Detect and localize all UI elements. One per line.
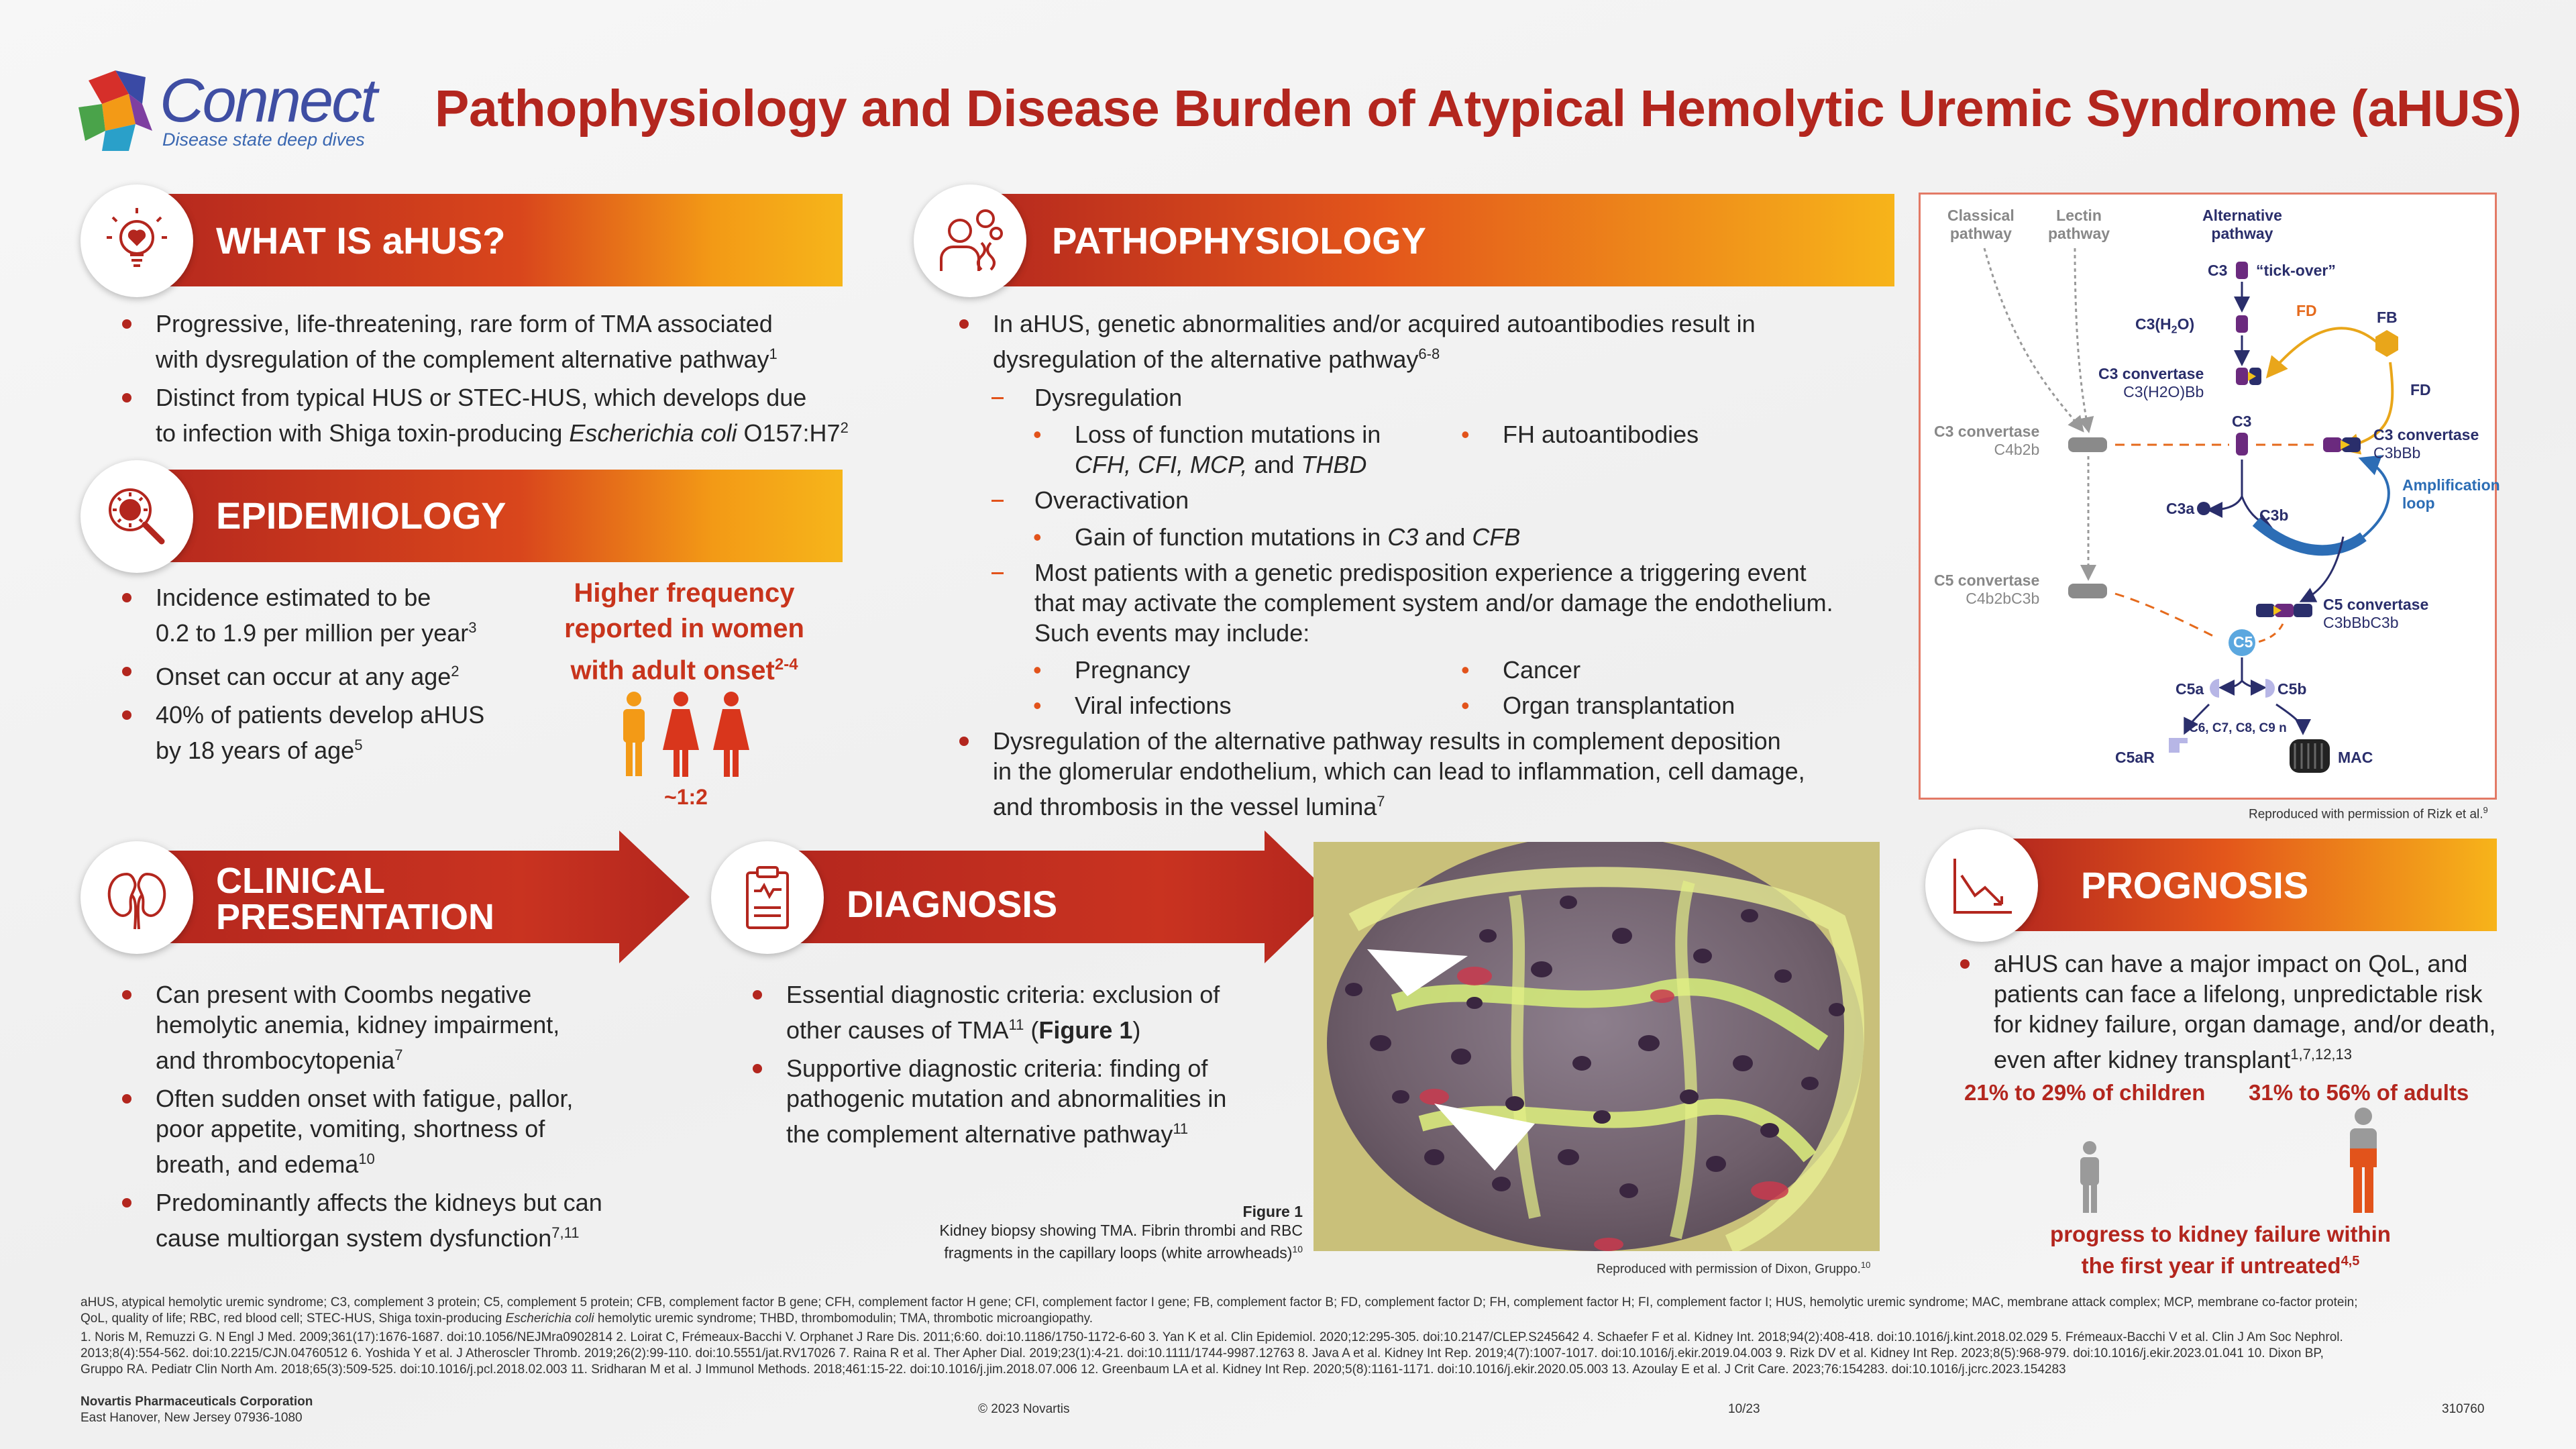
patho-bullets — [951, 309, 1904, 830]
c3-center-mark — [2236, 433, 2248, 455]
prognosis-heading: PROGNOSIS — [2081, 864, 2309, 906]
epi-people — [614, 691, 775, 778]
what-icon-circle — [80, 184, 193, 297]
clinical-bullet-2: Often sudden onset with fatigue, pallor, poor appetite, vomiting, shortness of breath, and edema$^{10}$ — [114, 1083, 704, 1179]
epi-bullets — [114, 582, 570, 773]
diagnosis-bullet-2: Supportive diagnostic criteria: finding of pathogenic mutation and abnormalities in the complement alternative pathway$^{11}$ — [745, 1053, 1322, 1149]
dg-alternative: Alternative — [2202, 207, 2282, 224]
scientist-dna-icon — [933, 204, 1007, 278]
dg-c3conv: C3 convertase C3(H2O)Bb — [2098, 365, 2204, 400]
c5-left-convertase-mark — [2068, 584, 2107, 598]
child-icon — [2073, 1140, 2106, 1214]
woman-icon-1 — [657, 691, 704, 778]
dg-c5: C5 — [2233, 633, 2253, 651]
prognosis-bullet-1: aHUS can have a major impact on QoL, and patients can face a lifelong, unpredictable risk for kidney failure, organ damage, and/or death, even after kidney transplant$^{1,7,12,13}$ — [1952, 949, 2509, 1075]
patho-heading: PATHOPHYSIOLOGY — [1052, 219, 1426, 262]
logo-tagline: Disease state deep dives — [162, 129, 365, 150]
dg-c3-center: C3 — [2232, 413, 2252, 430]
clinical-bullets — [114, 979, 704, 1261]
patho-icon-circle — [914, 184, 1026, 297]
patho-sub-loss-function: • Loss of function mutations in CFH, CFI, MCP, and THBD • FH autoantibodies — [951, 419, 1461, 480]
stat-adults: 31% to 56% of adults — [2249, 1080, 2469, 1105]
prognosis-icon-circle — [1925, 829, 2038, 942]
abbreviations: aHUS, atypical hemolytic uremic syndrome; C3, complement 3 protein; C5, complement 5 protein; CFB, complement factor B gene; CFH, complement factor H gene; CFI, complement factor I gene; FB, complement factor B; FD, complement factor D; FH, complement factor H; FI, complement factor I; HUS, hemolytic uremic syndrome; MAC, membrane attack complex; MCP, membrane co-factor protein; QoL, quality of life; RBC, red blood cell; STEC-HUS, Shiga toxin-producing Escherichia coli hemolytic uremic syndrome; THBD, thrombomodulin; TMA, thrombotic microangiopathy. — [80, 1295, 2358, 1326]
footer-date: 10/23 — [1728, 1402, 1760, 1416]
dg-c5a: C5a — [2176, 680, 2204, 698]
c5a-mark — [2210, 679, 2219, 698]
c3h2o-mark — [2236, 315, 2248, 333]
diagnosis-heading: DIAGNOSIS — [847, 883, 1058, 925]
dg-alternative-2: pathway — [2211, 225, 2273, 242]
dg-c3: C3 — [2208, 262, 2228, 279]
stat-children: 21% to 29% of children — [1964, 1080, 2206, 1105]
logo-mark-icon — [75, 67, 169, 154]
c3bbb-mark — [2323, 437, 2342, 452]
c3-left-convertase-mark — [2068, 437, 2107, 452]
c5-right-convertase-mark — [2256, 604, 2275, 617]
dg-fd-2: FD — [2410, 381, 2431, 398]
footer-copyright: © 2023 Novartis — [978, 1402, 1070, 1416]
virus-magnifier-icon — [100, 480, 174, 553]
biopsy-credit: Reproduced with permission of Dixon, Gruppo.$^{10}$ — [1597, 1260, 1871, 1277]
dg-lectin: Lectin — [2056, 207, 2102, 224]
dg-c3conv-left: C3 convertase C4b2b — [1934, 423, 2040, 458]
man-icon — [614, 691, 654, 778]
dg-classical: Classical — [1947, 207, 2015, 224]
what-heading: WHAT IS aHUS? — [216, 219, 506, 262]
epi-bullet-1: Incidence estimated to be 0.2 to 1.9 per million per year$^3$ — [114, 582, 570, 648]
clinical-bullet-1: Can present with Coombs negative hemolytic anemia, kidney impairment, and thrombocytopenia$^7$ — [114, 979, 704, 1075]
dg-c5ar: C5aR — [2115, 749, 2155, 766]
kidneys-icon — [100, 861, 174, 934]
patho-dash-triggering: Most patients with a genetic predisposition experience a triggering event that may activate the complement system and/or damage the endothelium. Such events may include: — [951, 557, 1904, 648]
clinical-icon-circle — [80, 841, 193, 954]
dg-c6c9: C6, C7, C8, C9 n — [2189, 721, 2287, 735]
patho-sub-gain-function: • Gain of function mutations in C3 and CFB — [951, 522, 1904, 552]
references: 1. Noris M, Remuzzi G. N Engl J Med. 2009;361(17):1676-1687. doi:10.1056/NEJMra0902814 2. Loirat C, Frémeaux-Bacchi V. Orphanet J Rare Dis. 2011;6:60. doi:10.1186/1750-1172-6-60 3. Yan K et al. Clin Epidemiol. 2020;12:295-305. doi:10.2147/CLEP.S245642 4. Schaefer F et al. Kidney Int. 2018;94(2):408-418. doi:10.1016/j.kint.2018.02.029 5. Frémeaux-Bacchi V et al. Clin J Am Soc Nephrol. 2013;8(4):554-562. doi:10.2215/CJN.04760512 6. Yoshida Y et al. J Atheroscler Thromb. 2019;26(2):99-110. doi:10.5551/jat.RV17026 7. Raina R et al. Ther Apher Dial. 2019;23(1):4-21. doi:10.1111/1744-9987.12763 8. Java A et al. Kidney Int Rep. 2019;4(7):1007-1017. doi:10.1016/j.ekir.2019.04.003 9. Rizk DV et al. Kidney Int Rep. 2023;8(5):968-979. doi:10.1016/j.ekir.2023.01.041 10. Dixon BP, Gruppo RA. Pediatr Clin North Am. 2018;65(3):509-525. doi:10.1016/j.pcl.2018.02.003 11. Sridharan M et al. J Immunol Methods. 2018;461:15-22. doi:10.1016/j.jim.2018.07.006 12. Greenbaum LA et al. Kidney Int Rep. 2020;5(8):1161-1171. doi:10.1016/j.ekir.2020.05.003 13. Azoulay E et al. J Crit Care. 2023;76:154283. doi:10.1016/j.jcrc.2023.154283 — [80, 1330, 2343, 1377]
what-bullet-2: Distinct from typical HUS or STEC-HUS, which develops due to infection with Shiga toxin-producing Escherichia coli $O157:H7^2$ — [114, 382, 865, 448]
complement-diagram — [1919, 193, 2500, 800]
dg-c3h2o: $C3(H_2O)$ — [2135, 315, 2195, 336]
diagram-credit: Reproduced with permission of Rizk et al.$^9$ — [2249, 805, 2488, 822]
dg-c5b: C5b — [2277, 680, 2307, 698]
what-bullets — [114, 309, 865, 456]
dg-fb: FB — [2377, 309, 2398, 326]
logo-wordmark: Connect — [160, 66, 376, 135]
patho-bullet-2: Dysregulation of the alternative pathway results in complement deposition in the glomerular endothelium, which can lead to inflammation, cell damage, and thrombosis in the vessel lumina$^7$ — [951, 726, 1904, 822]
epi-bullet-2: Onset can occur at any age$^2$ — [114, 656, 570, 692]
c3-tickover-mark — [2236, 262, 2248, 279]
dg-fd: FD — [2296, 302, 2317, 319]
c5b-mark — [2265, 679, 2275, 698]
footer-company: Novartis Pharmaceuticals Corporation East Hanover, New Jersey 07936-1080 — [80, 1395, 313, 1425]
clinical-heading: CLINICAL PRESENTATION — [216, 861, 495, 937]
epi-icon-circle — [80, 460, 193, 573]
dg-classical-2: pathway — [1949, 225, 2012, 242]
diagnosis-bullets — [745, 979, 1322, 1157]
patho-event-pregnancy: • Pregnancy • Cancer — [951, 655, 1904, 685]
dg-c3a: C3a — [2166, 500, 2195, 517]
patho-event-cancer: • Cancer — [1461, 656, 1581, 684]
patho-bullet-1: In aHUS, genetic abnormalities and/or acquired autoantibodies result in dysregulation of the alternative pathway$^{6-8}$ — [951, 309, 1904, 374]
dg-c3b: C3b — [2259, 506, 2289, 524]
woman-icon-2 — [708, 691, 755, 778]
epi-callout: Higher frequency reported in women with adult onset$^{2-4}$ — [564, 578, 804, 686]
chart-decline-icon — [1945, 849, 2019, 922]
figure-caption: Figure 1 Kidney biopsy showing TMA. Fibrin thrombi and RBC fragments in the capillary loops (white arrowheads)$^{10}$ — [939, 1203, 1303, 1262]
footer-code: 310760 — [2442, 1402, 2485, 1416]
fb-mark — [2375, 330, 2398, 357]
page-title: Pathophysiology and Disease Burden of Atypical Hemolytic Uremic Syndrome (aHUS) — [435, 80, 2522, 138]
logo — [75, 67, 169, 154]
dg-lectin-2: pathway — [2048, 225, 2110, 242]
epi-ratio: ~1:2 — [664, 785, 708, 809]
dg-mac: MAC — [2338, 749, 2373, 766]
prognosis-outcome: progress to kidney failure within the first year if untreated$^{4,5}$ — [2050, 1222, 2391, 1278]
clinical-bullet-3: Predominantly affects the kidneys but can cause multiorgan system dysfunction$^{7,11}$ — [114, 1187, 704, 1253]
c5ar-mark — [2169, 738, 2188, 753]
dg-c5conv-left: C5 convertase C4b2bC3b — [1934, 572, 2040, 607]
patho-event-viral: • Viral infections • Organ transplantation — [951, 690, 1904, 720]
patho-event-organ-transplant: • Organ transplantation — [1461, 692, 1735, 719]
what-bullet-1: Progressive, life-threatening, rare form of TMA associated with dysregulation of the complement alternative pathway$^1$ — [114, 309, 865, 374]
patho-dash-overactivation: Overactivation — [951, 485, 1904, 515]
diagnosis-bullet-1: Essential diagnostic criteria: exclusion of other causes of TMA$^{11}$ (Figure 1) — [745, 979, 1322, 1045]
epi-bullet-3: 40% of patients develop aHUS by 18 years of age$^5$ — [114, 700, 570, 765]
c3-convertase-h2o-mark — [2236, 368, 2248, 385]
dg-c5conv-right: C5 convertase C3bBbC3b — [2323, 596, 2429, 631]
dg-c3conv-right: C3 convertase C3bBb — [2373, 426, 2479, 462]
epi-heading: EPIDEMIOLOGY — [216, 494, 506, 537]
clipboard-icon — [731, 861, 804, 934]
patho-dash-dysregulation: Dysregulation — [951, 382, 1904, 413]
lightbulb-heart-icon — [100, 204, 174, 278]
diagnosis-icon-circle — [711, 841, 824, 954]
dg-tickover: “tick-over” — [2256, 262, 2336, 279]
prognosis-bullets — [1952, 949, 2509, 1083]
patho-sub-fh-autoantibodies: • FH autoantibodies — [1461, 421, 1699, 448]
c3a-mark — [2197, 502, 2210, 515]
dg-amplification: Amplification loop — [2402, 476, 2500, 512]
biopsy-image — [1313, 842, 1880, 1251]
adult-icon — [2340, 1107, 2387, 1214]
